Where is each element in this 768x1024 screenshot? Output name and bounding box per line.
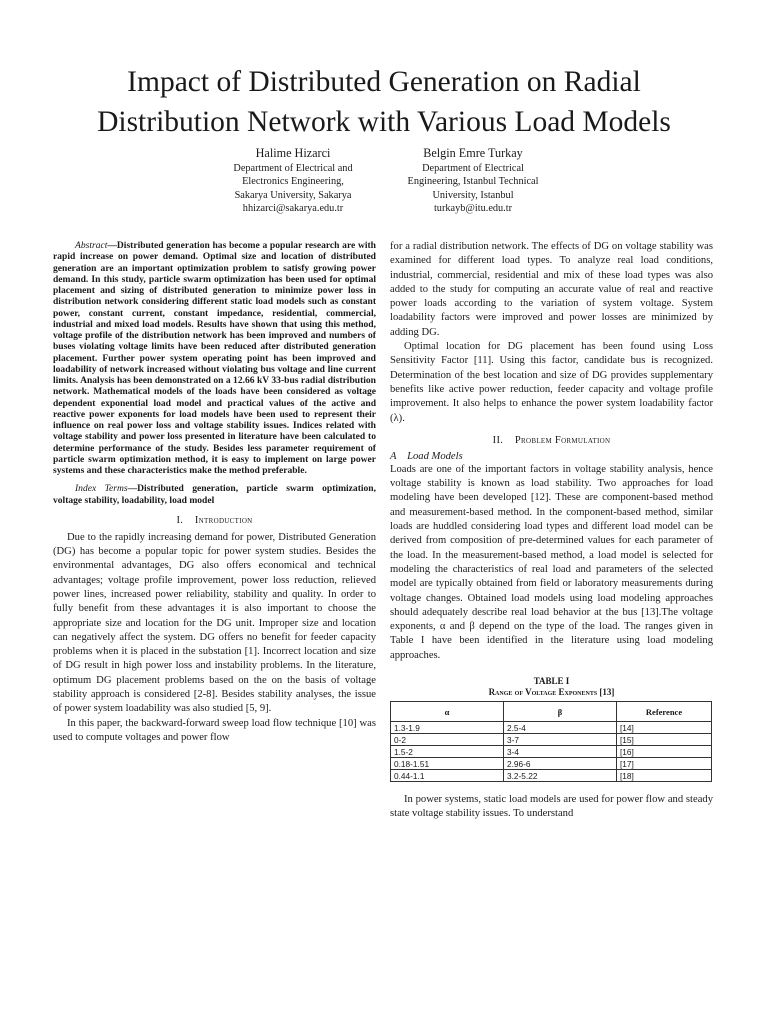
table-title: Range of Voltage Exponents [13] [488, 687, 615, 698]
table-row [391, 770, 712, 782]
table-cell: 2.5-4 [504, 722, 617, 734]
table-cell: 0.44-1.1 [391, 770, 504, 782]
table-cell: [16] [617, 746, 712, 758]
table-cell: [14] [617, 722, 712, 734]
index-terms [53, 483, 376, 506]
table-cell: 0.18-1.51 [391, 758, 504, 770]
intro-paragraph-2: In this paper, the backward-forward sweep load flow technique [10] was used to compute voltages and power flow [53, 717, 376, 743]
load-models-paragraph: Loads are one of the important factors in voltage stability analysis, hence voltage stability is known as load stability. Two approaches for load modeling have been developed [12]. These are component-based method and measurement-based method. In the component-based method, similar loads are huddled considering load types and different load model can be derived from composition of pre-determined values for each parameter of the load. In the measurement-based method, a load model is selected for modeling the characteristics of real load and parameters of the selected model are typically obtained from field or laboratory measurements during voltage changes. Obtained load models using load modeling approaches should adequately describe real load behavior at the bus [13].The voltage exponents, α and β depend on the type of the load. The ranges given in Table I have been identified in the literature using load modeling approaches. [390, 463, 713, 661]
table-cell: [17] [617, 758, 712, 770]
subsection-title: Load Models [407, 450, 463, 462]
table-row [391, 758, 712, 770]
index-terms-label: Index Terms [75, 483, 128, 495]
table-cell: 3-4 [504, 746, 617, 758]
left-column [53, 240, 376, 745]
author-affiliation: Electronics Engineering, [242, 176, 344, 188]
table-cell: [15] [617, 734, 712, 746]
dg-placement-paragraph: Optimal location for DG placement has been found using Loss Sensitivity Factor [11]. Using this factor, candidate bus is recognized. Determination of the best location and size of DG provides supplementary benefits like active power reduction, feeder capacity and voltage profile improvement. It also helps to enhance the power system loadability factor (λ). [390, 341, 713, 424]
author-affiliation: Department of Electrical and [233, 163, 353, 174]
table-header-cell: Reference [617, 702, 712, 722]
after-table-paragraph: In power systems, static load models are used for power flow and steady state voltage stability issues. To understand [390, 794, 713, 820]
abstract-text: Distributed generation has become a popular research are with rapid increase on power demand. Optimal size and location of distributed generation are an important optimization problem to satisfy growing power demand. In this study, particle swarm optimization has been used for optimal placement and sizing of distributed generation to minimize power loss in distribution network considering different static load models such as constant power, constant current, constant impedance, residential, commercial, industrial and mixed load models. Results have shown that using this method, voltage profile of the distribution network has been improved and numbers of buses violating voltage limits have been reduced after distributed generation placement. Further power system operating point has been improved and loadability of network increased without violating bus voltage and line current limits. Analysis has been demonstrated on a 12.66 kV 33-bus radial distribution network. Mathematical models of the loads have been considered as voltage dependent exponential load model and practical values of the active and reactive power exponents for load models have been used to represent their influence on real power loss and voltage stability issues. Indices related with voltage stability and power loss presented in literature have been calculated to determine performance of the study. Besides less parameter requirement of particle swarm optimization method, it is easy to implement on large power systems and these characteristics make the method preferable. [53, 240, 376, 476]
paper-title [40, 62, 728, 142]
intro-continued-paragraph: for a radial distribution network. The effects of DG on voltage stability was examined for different load types. To analyze real load conditions, industrial, commercial, residential and mix of these load types was also added to the study for computing an accurate value of real and reactive power loads according to the variation of system voltage. System loadability factors were improved and power losses are minimized by adding DG. [390, 241, 713, 338]
author-name: Belgin Emre Turkay [423, 146, 523, 160]
abstract-label: Abstract [75, 240, 108, 251]
table-cell: 3-7 [504, 734, 617, 746]
author-email: turkayb@itu.edu.tr [433, 203, 513, 215]
abstract-dash: — [107, 240, 117, 251]
section-number: II. [492, 434, 504, 446]
author-affiliation: Department of Electrical [422, 163, 524, 174]
author-block [373, 146, 573, 216]
intro-paragraph-1: Due to the rapidly increasing demand for power, Distributed Generation (DG) has become a popular topic for power system studies. Besides the environmental advantages, DG also offers economical and technical advantages; voltage profile improvement, power loss reduction, relieved power lines, increased power reliability, stability and quality. In order to fully benefit from these advantages it is also important to choose the appropriate size and location for the DG unit. Improper size and location can negatively affect the system. DG offers no benefit for feeder capacity problems when it is placed in the substation [1]. Incorrect location and size of DG result in high power loss and instability problems. In the literature, optimum DG placement problems based on the on the basis of voltage stability approach is considered [2-8]. Besides stability analyses, the issue of power system loadability was also studied [5, 9]. [53, 531, 376, 715]
table-header-cell: β [504, 702, 617, 722]
index-terms-dash: — [127, 483, 138, 495]
index-terms-text: Distributed generation, particle swarm optimization, voltage stability, loadability, load model [53, 483, 376, 506]
author-affiliation: Engineering, Istanbul Technical [407, 176, 539, 188]
table-cell: 1.3-1.9 [391, 722, 504, 734]
title-line-1: Impact of Distributed Generation on Radial [127, 66, 641, 98]
table-row [391, 746, 712, 758]
section-heading-introduction [53, 515, 376, 526]
section-heading-problem-formulation [390, 435, 713, 446]
author-block [193, 146, 393, 216]
table-caption [390, 676, 713, 698]
voltage-exponents-table [390, 701, 712, 782]
author-email: hhizarci@sakarya.edu.tr [242, 203, 344, 215]
author-affiliation: University, Istanbul [432, 189, 514, 201]
table-cell: 1.5-2 [391, 746, 504, 758]
title-line-2: Distribution Network with Various Load Models [97, 106, 671, 138]
author-affiliation: Sakarya University, Sakarya [234, 189, 352, 201]
section-number: I. [176, 514, 184, 526]
section-title: Introduction [194, 514, 253, 526]
table-cell: 0-2 [391, 734, 504, 746]
table-cell: 3.2-5.22 [504, 770, 617, 782]
right-column [390, 240, 713, 822]
section-title: Problem Formulation [514, 434, 611, 446]
table-header-cell: α [391, 702, 504, 722]
author-name: Halime Hizarci [255, 146, 331, 160]
table-number: TABLE I [533, 676, 570, 687]
table-row [391, 734, 712, 746]
table-cell: [18] [617, 770, 712, 782]
table-cell: 2.96-6 [504, 758, 617, 770]
table-header-row [391, 702, 712, 722]
subsection-heading-load-models [390, 451, 713, 462]
subsection-letter: A [390, 450, 397, 462]
table-row [391, 722, 712, 734]
abstract [53, 240, 376, 476]
